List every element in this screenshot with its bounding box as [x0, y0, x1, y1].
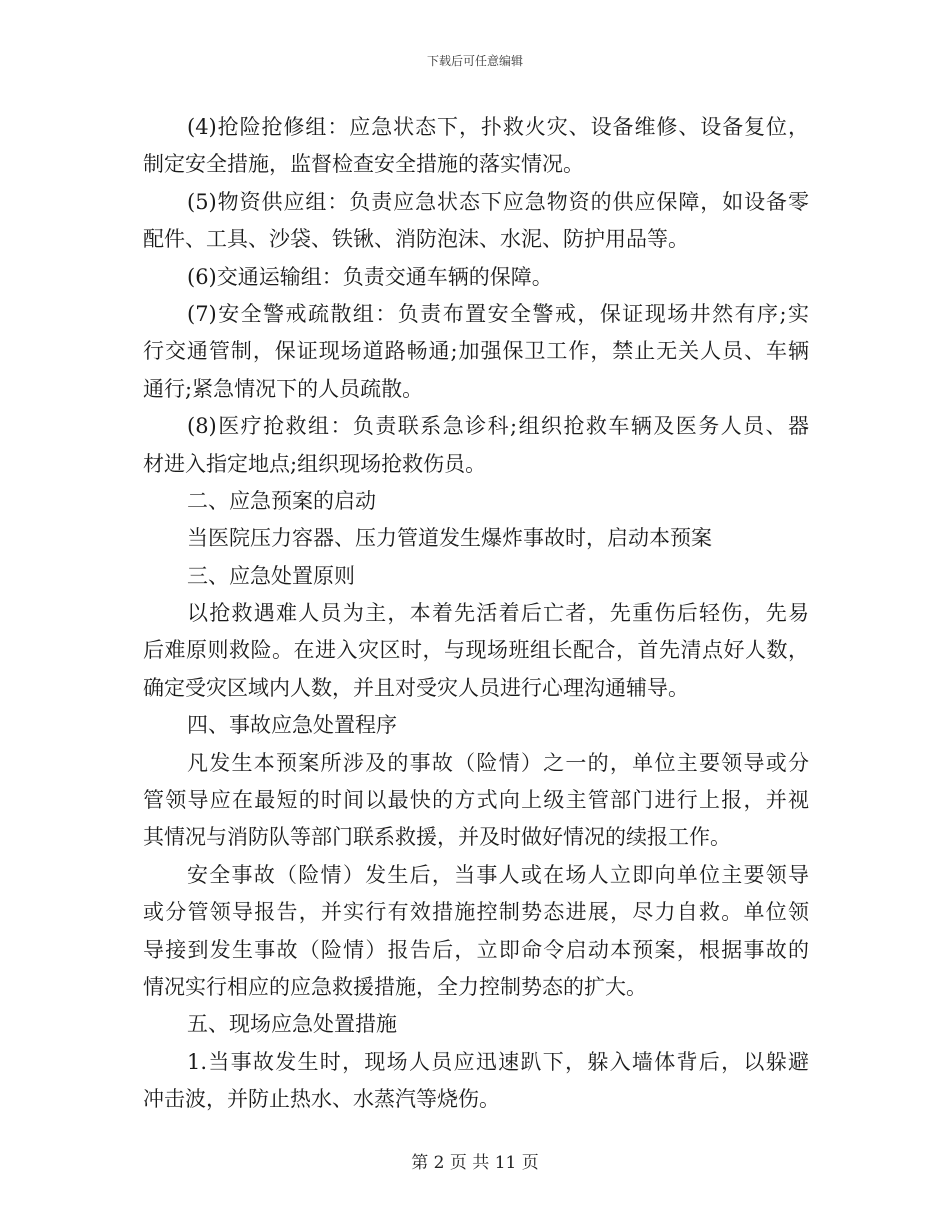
body-line: 或分管领导报告，并实行有效措施控制势态进展，尽力自救。单位领	[143, 900, 809, 925]
body-line: (5)物资供应组：负责应急状态下应急物资的供应保障，如设备零	[187, 189, 809, 214]
body-line: (6)交通运输组：负责交通车辆的保障。	[187, 264, 553, 289]
body-line: 当医院压力容器、压力管道发生爆炸事故时，启动本预案	[187, 526, 712, 551]
section-heading: 四、事故应急处置程序	[187, 713, 397, 738]
footer-prefix: 第	[411, 1153, 429, 1173]
header-note: 下载后可任意编辑	[426, 54, 523, 68]
total-page-count: 11	[494, 1153, 517, 1173]
body-line: (8)医疗抢救组：负责联系急诊科;组织抢救车辆及医务人员、器	[187, 414, 809, 439]
current-page-number: 2	[433, 1153, 445, 1173]
footer-mid: 页 共	[449, 1153, 490, 1173]
body-line: (4)抢险抢修组：应急状态下，扑救火灾、设备维修、设备复位，	[187, 115, 809, 139]
body-line: 以抢救遇难人员为主，本着先活着后亡者，先重伤后轻伤，先易	[187, 601, 809, 626]
body-line: 制定安全措施，监督检查安全措施的落实情况。	[143, 152, 584, 177]
body-line: 情况实行相应的应急救援措施，全力控制势态的扩大。	[143, 974, 647, 999]
body-line: 管领导应在最短的时间以最快的方式向上级主管部门进行上报，并视	[143, 788, 809, 813]
document-body	[143, 109, 809, 1119]
page-header	[0, 54, 950, 68]
body-line: 材进入指定地点;组织现场抢救伤员。	[143, 451, 487, 476]
body-line: 后难原则救险。在进入灾区时，与现场班组长配合，首先清点好人数，	[143, 638, 809, 663]
body-line: 冲击波，并防止热水、水蒸汽等烧伤。	[143, 1087, 500, 1112]
section-heading: 三、应急处置原则	[187, 563, 355, 588]
body-line: 1.当事故发生时，现场人员应迅速趴下，躲入墙体背后，以躲避	[187, 1049, 809, 1074]
footer-suffix: 页	[521, 1153, 539, 1173]
body-line: 配件、工具、沙袋、铁锹、消防泡沫、水泥、防护用品等。	[143, 227, 689, 252]
section-heading: 二、应急预案的启动	[187, 488, 376, 513]
section-heading: 五、现场应急处置措施	[187, 1012, 397, 1037]
body-line: 导接到发生事故（险情）报告后，立即命令启动本预案，根据事故的	[143, 937, 809, 962]
body-line: 确定受灾区域内人数，并且对受灾人员进行心理沟通辅导。	[143, 675, 689, 700]
page-footer	[0, 1153, 950, 1173]
body-line: (7)安全警戒疏散组：负责布置安全警戒，保证现场井然有序;实	[187, 301, 809, 326]
body-line: 行交通管制，保证现场道路畅通;加强保卫工作，禁止无关人员、车辆	[143, 339, 809, 364]
body-line: 安全事故（险情）发生后，当事人或在场人立即向单位主要领导	[187, 862, 809, 887]
body-line: 通行;紧急情况下的人员疏散。	[143, 376, 424, 401]
body-line: 其情况与消防队等部门联系救援，并及时做好情况的续报工作。	[143, 825, 731, 850]
body-line: 凡发生本预案所涉及的事故（险情）之一的，单位主要领导或分	[187, 750, 809, 775]
